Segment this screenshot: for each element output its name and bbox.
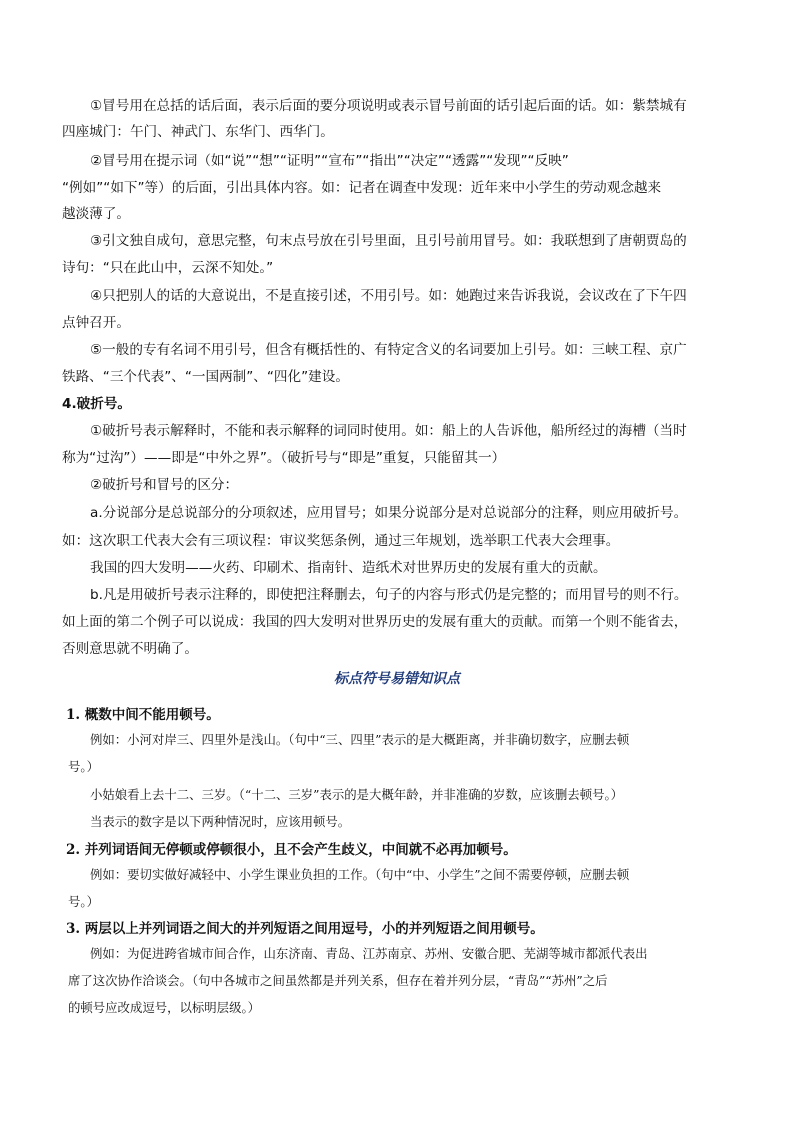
colon-rule2-line1: ②冒号用在提示词（如“说”“想”“证明”“宣布”“指出”“决定”“透露”“发现”“反映” xyxy=(90,153,569,169)
dash-rule-b-line3: 否则意思就不明确了。 xyxy=(62,641,198,657)
colon-rule2-line2: “例如”“如下”等）的后面，引出具体内容。如：记者在调查中发现：近年来中小学生的劳动观念越来 xyxy=(62,180,662,196)
dash-rule2-line: ②破折号和冒号的区分： xyxy=(90,477,239,493)
item3-heading: 3. 两层以上并列词语之间大的并列短语之间用逗号，小的并列短语之间用顿号。 xyxy=(66,921,544,937)
item1-example1-line2: 号。） xyxy=(68,759,99,774)
item2-example-line2: 号。） xyxy=(68,894,99,909)
item2-example-line1: 例如：要切实做好减轻中、小学生课业负担的工作。（句中“中、小学生”之间不需要停顿，应删去顿 xyxy=(90,867,630,882)
colon-rule1-line1: ①冒号用在总括的话后面，表示后面的要分项说明或表示冒号前面的话引起后面的话。如：紫禁城有 xyxy=(90,98,687,114)
item3-example-line3: 的顿号应改成逗号，以标明层级。） xyxy=(68,1000,261,1015)
item3-example-line1: 例如：为促进跨省城市间合作，山东济南、青岛、江苏南京、苏州、安徽合肥、芜湖等城市都派代表出 xyxy=(90,946,648,961)
colon-rule5-line1: ⑤一般的专有名词不用引号，但含有概括性的、有特定含义的名词要加上引号。如：三峡工程、京广 xyxy=(90,342,687,358)
item1-example2-line: 小姑娘看上去十二、三岁。（“十二、三岁”表示的是大概年龄，并非准确的岁数，应该删去顿号。） xyxy=(90,787,624,802)
dash-rule-b-line1: b.凡是用破折号表示注释的，即使把注释删去，句子的内容与形式仍是完整的；而用冒号的则不行。 xyxy=(90,587,688,603)
colon-rule5-line2: 铁路、“三个代表”、“一国两制”、“四化”建设。 xyxy=(62,369,349,385)
colon-rule3-line1: ③引文独自成句，意思完整，句末点号放在引号里面，且引号前用冒号。如：我联想到了唐朝贾岛的 xyxy=(90,233,687,249)
dash-rule1-line1: ①破折号表示解释时，不能和表示解释的词同时使用。如：船上的人告诉他，船所经过的海槽（当时 xyxy=(90,423,687,439)
colon-rule1-line2: 四座城门：午门、神武门、东华门、西华门。 xyxy=(62,124,334,140)
item2-heading: 2. 并列词语间无停顿或停顿很小，且不会产生歧义，中间就不必再加顿号。 xyxy=(66,842,517,858)
dash-example-line: 我国的四大发明——火药、印刷术、指南针、造纸术对世界历史的发展有重大的贡献。 xyxy=(90,560,607,576)
colon-rule3-line2: 诗句：“只在此山中，云深不知处。” xyxy=(62,260,274,276)
dash-rule1-line2: 称为“过沟”）——即是“中外之界”。（破折号与“即是”重复，只能留其一） xyxy=(62,450,506,466)
colon-rule4-line2: 点钟召开。 xyxy=(62,315,130,331)
dash-rule-b-line2: 如上面的第二个例子可以说成：我国的四大发明对世界历史的发展有重大的贡献。而第一个则不能省去， xyxy=(62,614,688,630)
colon-rule2-line3: 越淡薄了。 xyxy=(62,206,130,222)
dash-rule-a-line1: a.分说部分是总说部分的分项叙述，应用冒号；如果分说部分是对总说部分的注释，则应用破折号。 xyxy=(90,505,688,521)
item1-example1-line1: 例如：小河对岸三、四里外是浅山。（句中“三、四里”表示的是大概距离，并非确切数字，应删去顿 xyxy=(90,732,630,747)
item1-example3-line: 当表示的数字是以下两种情况时，应该用顿号。 xyxy=(90,814,351,829)
item1-heading: 1. 概数中间不能用顿号。 xyxy=(66,707,220,723)
section-heading-dash: 4.破折号。 xyxy=(62,396,131,412)
item3-example-line2: 席了这次协作洽谈会。（句中各城市之间虽然都是并列关系，但存在着并列分层，“青岛”“苏州”之后 xyxy=(68,973,608,988)
section-title: 标点符号易错知识点 xyxy=(334,671,460,687)
dash-rule-a-line2: 如：这次职工代表大会有三项议程：审议奖惩条例，通过三年规划，选举职工代表大会理事。 xyxy=(62,533,620,549)
colon-rule4-line1: ④只把别人的话的大意说出，不是直接引述，不用引号。如：她跑过来告诉我说，会议改在了下午四 xyxy=(90,288,687,304)
